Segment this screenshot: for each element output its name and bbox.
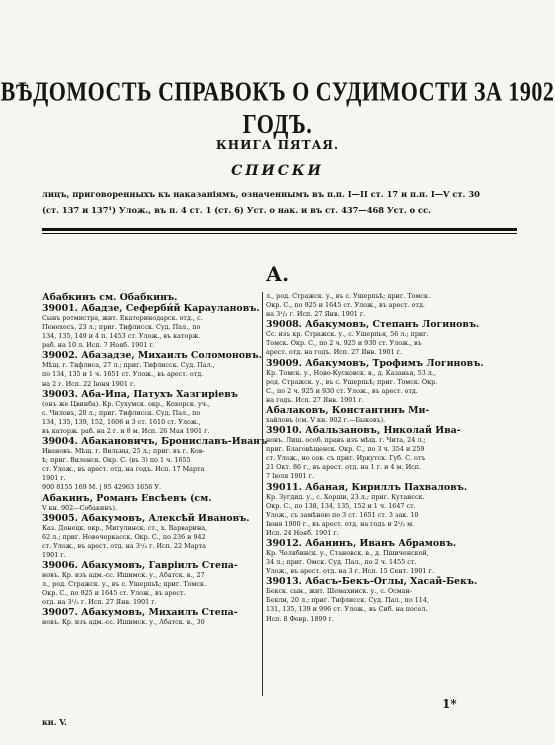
entry-line: ст. Улож., въ арест. отд. на годъ. Исп. 17 Марта — [42, 465, 205, 474]
footer-signature: кн. V. — [42, 717, 67, 727]
double-rule-thin — [42, 233, 517, 234]
entry-line: Мѣщ. г. Тифлиса, 27 л.; приг. Тифлисск. Суд. Пал., — [42, 361, 215, 370]
entry-line: Улож., въ арест. отд. на 3 г. Исп. 15 Сент. 1901 г. — [266, 567, 434, 576]
entry-heading: 39009. Абакумовъ, Трофимъ Логиновъ. — [266, 357, 484, 369]
entry-line: Пенехесъ, 23 л.; приг. Тифлисск. Суд. Пал., по — [42, 323, 201, 332]
book-label: КНИГА ПЯТАЯ. — [215, 138, 340, 152]
entry-line: въ каторж. раб. на 2 г. и 8 м. Исп. 26 Мая 1901 г. — [42, 426, 210, 435]
entry-heading: 39005. Абакумовъ, Алексѣй Ивановъ. — [42, 512, 250, 524]
entry-line: с. Чиловъ, 20 л.; приг. Тифлисск. Суд. Пал., по — [42, 408, 201, 417]
entry-heading: 39007. Абакумовъ, Михаилъ Степа- — [42, 607, 238, 619]
entry-heading: 39008. Абакумовъ, Степанъ Логиновъ. — [266, 319, 480, 331]
entry-line: Сынъ ротмистра, жит. Екатеринодарск. отд., с. — [42, 314, 203, 322]
entry-line: на 2 г. Исп. 22 Іюня 1901 г. — [42, 379, 136, 388]
entry-heading: 39010. Абальзановъ, Николай Ива- — [266, 425, 461, 437]
entry-line: Каз. Донецк. окр., Мигулинск. ст., х. Варварина, — [42, 523, 208, 532]
footer-page-mark: 1* — [442, 697, 457, 711]
entry-line: 21 Окт. 86 г., въ арест. отд. на 1 г. и 4 м. Исп. — [266, 463, 422, 472]
entry-line: хайловъ (см. V кн. 902 г.—Быковъ). — [266, 415, 386, 424]
entry-heading: 39003. Аба-Ипа, Патухъ Хазгиріевъ — [42, 388, 238, 400]
entry-heading: Абабкинъ см. Обабкинъ. — [42, 292, 178, 303]
entry-line: 62 л.; приг. Новочеркасск. Окр. С., по 236 и 942 — [42, 532, 206, 541]
entry-line: Кр. Томск. у., Ново-Кусковск. в., д. Казанья, 53 л., — [266, 368, 436, 377]
entry-line: Сс. изъ кр. Стражск. у., с. Ушерпья, 56 л.; приг. — [266, 330, 429, 339]
page-title: ВѢДОМОСТЬ СПРАВОКЪ О СУДИМОСТИ ЗА 1902 ГОДЪ. — [0, 75, 555, 140]
entry-line: (онъ же Цвинба). Кр. Сухумск. окр., Кохорск. уч., — [42, 399, 211, 408]
entry-line: приг. Благовѣщенск. Окр. С., по 3 ч. 354 и 259 — [266, 445, 425, 454]
lists-heading: СПИСКИ — [231, 163, 324, 179]
entry-line: 1901 г. — [42, 474, 66, 483]
entry-heading: 39012. Абанинъ, Иванъ Абрамовъ. — [266, 537, 457, 549]
entry-line: арест. отд. на годъ. Исп. 27 Янв. 1901 г. — [266, 348, 402, 357]
entry-line: Окр. С., по 925 и 1645 ст. Улож., въ арест. — [42, 589, 186, 598]
left-column — [42, 292, 268, 627]
entry-line: по 134, 135 и 1 ч. 1651 ст. Улож., въ арест. отд. — [42, 370, 204, 379]
entry-line: Кр. Челябинск. у., Становск. в., д. Пшиченской, — [266, 548, 429, 557]
entry-line: Исп. 24 Нояб. 1901 г. — [266, 528, 339, 537]
entry-heading: 39011. Абаная, Кириллъ Пахваловъ. — [266, 481, 468, 493]
entry-heading: 39006. Абакумовъ, Гавріилъ Степа- — [42, 559, 238, 571]
entry-line: Томск. Окр. С., по 2 ч. 925 и 930 ст. Улож., въ — [266, 339, 422, 348]
entry-line: 131, 135, 139 и 996 ст. Улож., въ Сиб. на посел. — [266, 605, 428, 614]
subtitle — [42, 186, 517, 218]
entry-line: С., по 2 ч. 925 и 930 ст. Улож., въ арест. отд. — [266, 386, 418, 395]
entry-line: ст. Улож., но сов. съ приг. Иркутск. Губ. С. отъ — [266, 454, 426, 463]
entry-line: новъ. Кр. изъ адм.-сс. Ишимск. у., Абатск. в., 27 — [42, 570, 205, 579]
entry-line: Ивановъ. Мѣщ. г. Вильны, 25 л.; приг. въ г. Ков- — [42, 447, 205, 456]
entry-line: Исп. 8 Февр. 1899 г. — [266, 614, 335, 623]
entry-line: л., род. Стражск. у., въ с. Ушерпьѣ; приг. Томск. — [266, 292, 431, 300]
entry-line: Бекск. сын., жит. Шемахинск. у., с. Осман- — [266, 587, 412, 596]
entry-line: V кн. 902—Собакинъ). — [42, 503, 118, 512]
entry-heading: 39013. Абасъ-Бекъ-Оглы, Хасай-Бекъ. — [266, 576, 478, 588]
entry-line: Іюня 1900 г., въ арест. отд. на годъ и 2¹/₂ м. — [266, 519, 415, 528]
section-letter: А. — [265, 262, 290, 286]
column-divider — [262, 292, 263, 696]
entry-heading: 39001. Абадзе, Сеферби́й Караулановъ. — [42, 303, 260, 314]
entry-line: л., род. Стражск. у., въ с. Ушерпьѣ; приг. Томск. — [42, 580, 207, 589]
entry-line: 900 8155 169 М. | 95 42963 1656 У. — [42, 483, 162, 492]
entry-line: Кр. Зугдид. у., с. Хорши, 23 л.; приг. Кутаисск. — [266, 492, 425, 501]
entry-heading: Абакинъ, Романъ Евсѣевъ (см. — [42, 492, 212, 504]
entry-line: раб. на 10 л. Исп. 7 Нояб. 1901 г. — [42, 341, 155, 350]
right-column — [266, 292, 492, 624]
entry-line: род. Стражск. у., въ с. Ушерпьѣ; приг. Томск. Окр. — [266, 377, 438, 386]
entry-heading: 39004. Абакановичъ, Брониславъ-Иванъ — [42, 436, 268, 448]
entry-line: ѣ; приг. Виленск. Окр. С. (въ 3) по 1 ч. 1655 — [42, 456, 191, 465]
entry-heading: 39002. Абазадзе, Михаилъ Соломоновъ. — [42, 350, 262, 362]
entry-line: 1901 г. — [42, 550, 66, 559]
entry-line: 134, 135, 139, 152, 1606 и 3 ст. 1610 ст. Улож., — [42, 417, 201, 426]
entry-line: новъ. Лиш. особ. правъ изъ мѣщ. г. Чита, 24 л.; — [266, 436, 426, 445]
entry-line: новъ. Кр. изъ адм.-сс. Ишимск. у., Абатск. в., 30 — [42, 618, 205, 627]
subtitle-line-2: (ст. 137 и 137¹) Улож., въ п. 4 ст. 1 (ст. 6) Уст. о нак. и въ ст. 437—468 Уст. о сс. — [42, 205, 432, 215]
double-rule-thick — [42, 228, 517, 231]
entry-line: Улож., съ замѣною по 3 ст. 1651 ст. 3 зак. 10 — [266, 510, 419, 519]
entry-line: 134, 135, 149 и 4 п. 1453 ст. Улож., въ каторж. — [42, 332, 201, 341]
entry-line: Окр. С., по 138, 134, 135, 152 и 1 ч. 1647 ст. — [266, 501, 416, 510]
entry-line: Бекли, 20 л.; приг. Тифлисск. Суд. Пал., по 114, — [266, 596, 429, 605]
entry-line: 7 Іюля 1901 г. — [266, 472, 314, 481]
entry-line: ст. Улож., въ арест. отд. на 3¹/₂ г. Исп. 22 Марта — [42, 541, 206, 550]
entry-line: Окр. С., по 925 и 1645 ст. Улож., въ арест. отд. — [266, 301, 425, 310]
entry-line: 34 л.; приг. Омск. Суд. Пал., по 2 ч. 1455 ст. — [266, 558, 417, 567]
entry-line: на 3¹/₂ г. Исп. 27 Янв. 1901 г. — [266, 310, 366, 319]
entry-line: отд. на 3¹/₂ г. Исп. 27 Янв. 1901 г. — [42, 598, 157, 607]
subtitle-line-1: лицъ, приговоренныхъ къ наказаніямъ, означеннымъ въ п.п. I—II ст. 17 и п.п. I—V ст. 30 — [42, 189, 480, 199]
entry-line: на годъ. Исп. 27 Янв. 1901 г. — [266, 395, 364, 404]
entry-heading: Абалаковъ, Константинъ Ми- — [266, 404, 430, 416]
